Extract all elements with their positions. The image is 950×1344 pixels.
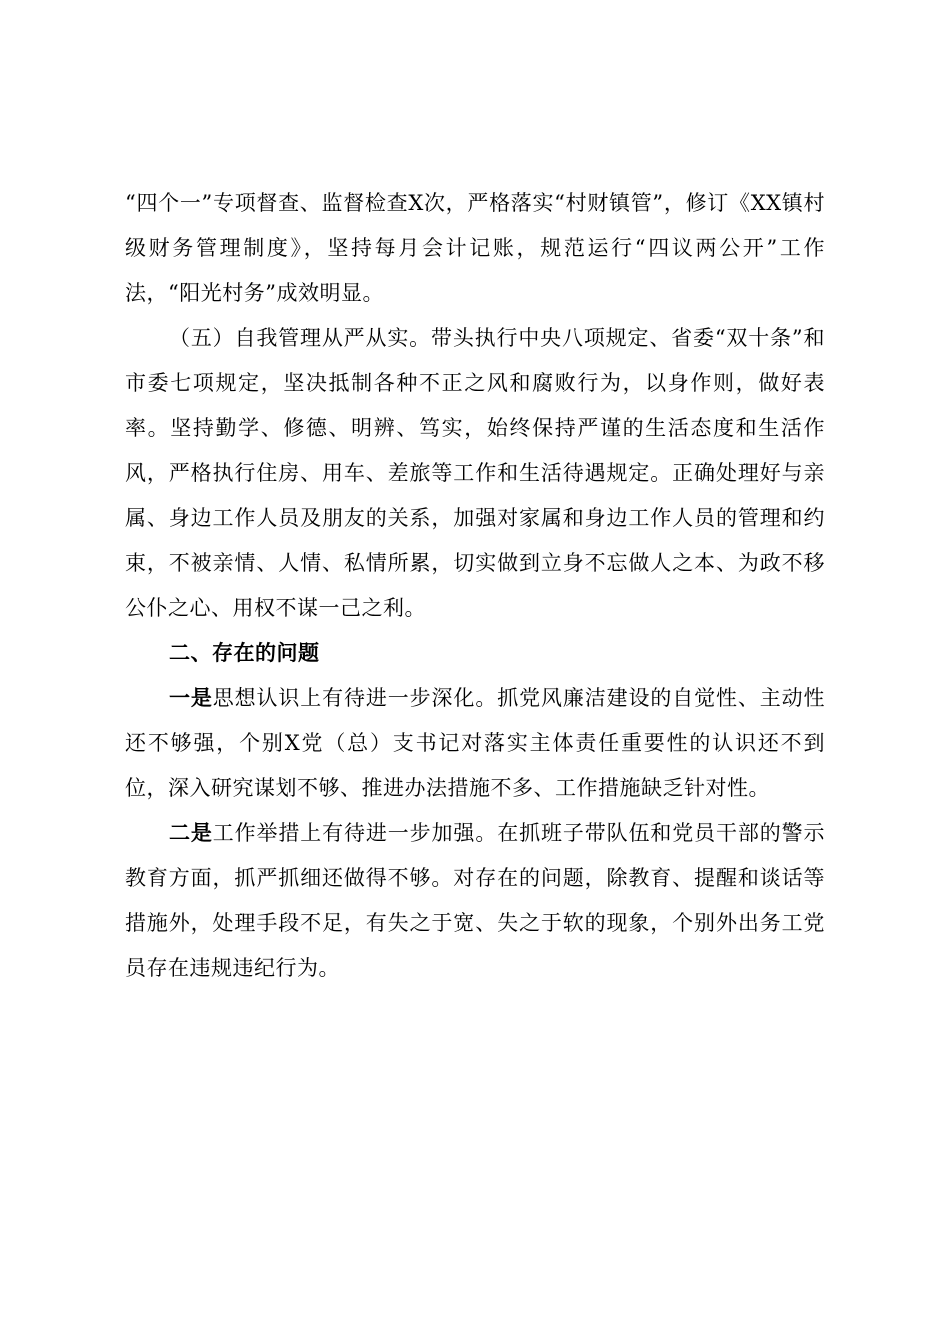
problem-text-1: 思想认识上有待进一步深化。抓党风廉洁建设的自觉性、主动性还不够强，个别X党（总）支书记对落实主体责任重要性的认识还不到位，深入研究谋划不够、推进办法措施不多、工作措施缺乏针对性。 — [125, 686, 826, 800]
problem-paragraph-2 — [125, 811, 825, 991]
document-body — [125, 181, 825, 991]
problem-lead-1: 一是 — [169, 686, 213, 710]
paragraph-self-management: （五）自我管理从严从实。带头执行中央八项规定、省委“双十条”和市委七项规定，坚决抵制各种不正之风和腐败行为，以身作则，做好表率。坚持勤学、修德、明辨、笃实，始终保持严谨的生活态度和生活作风，严格执行住房、用车、差旅等工作和生活待遇规定。正确处理好与亲属、身边工作人员及朋友的关系，加强对家属和身边工作人员的管理和约束，不被亲情、人情、私情所累，切实做到立身不忘做人之本、为政不移公仆之心、用权不谋一己之利。 — [125, 326, 825, 620]
problem-lead-2: 二是 — [169, 821, 213, 845]
problem-text-2: 工作举措上有待进一步加强。在抓班子带队伍和党员干部的警示教育方面，抓严抓细还做得不够。对存在的问题，除教育、提醒和谈话等措施外，处理手段不足，有失之于宽、失之于软的现象，个别外出务工党员存在违规违纪行为。 — [125, 821, 826, 980]
section-heading: 二、存在的问题 — [169, 641, 320, 665]
paragraph-continuation: “四个一”专项督查、监督检查X次，严格落实“村财镇管”，修订《XX镇村级财务管理制度》，坚持每月会计记账，规范运行“四议两公开”工作法，“阳光村务”成效明显。 — [125, 191, 825, 305]
problem-paragraph-1 — [125, 676, 825, 811]
